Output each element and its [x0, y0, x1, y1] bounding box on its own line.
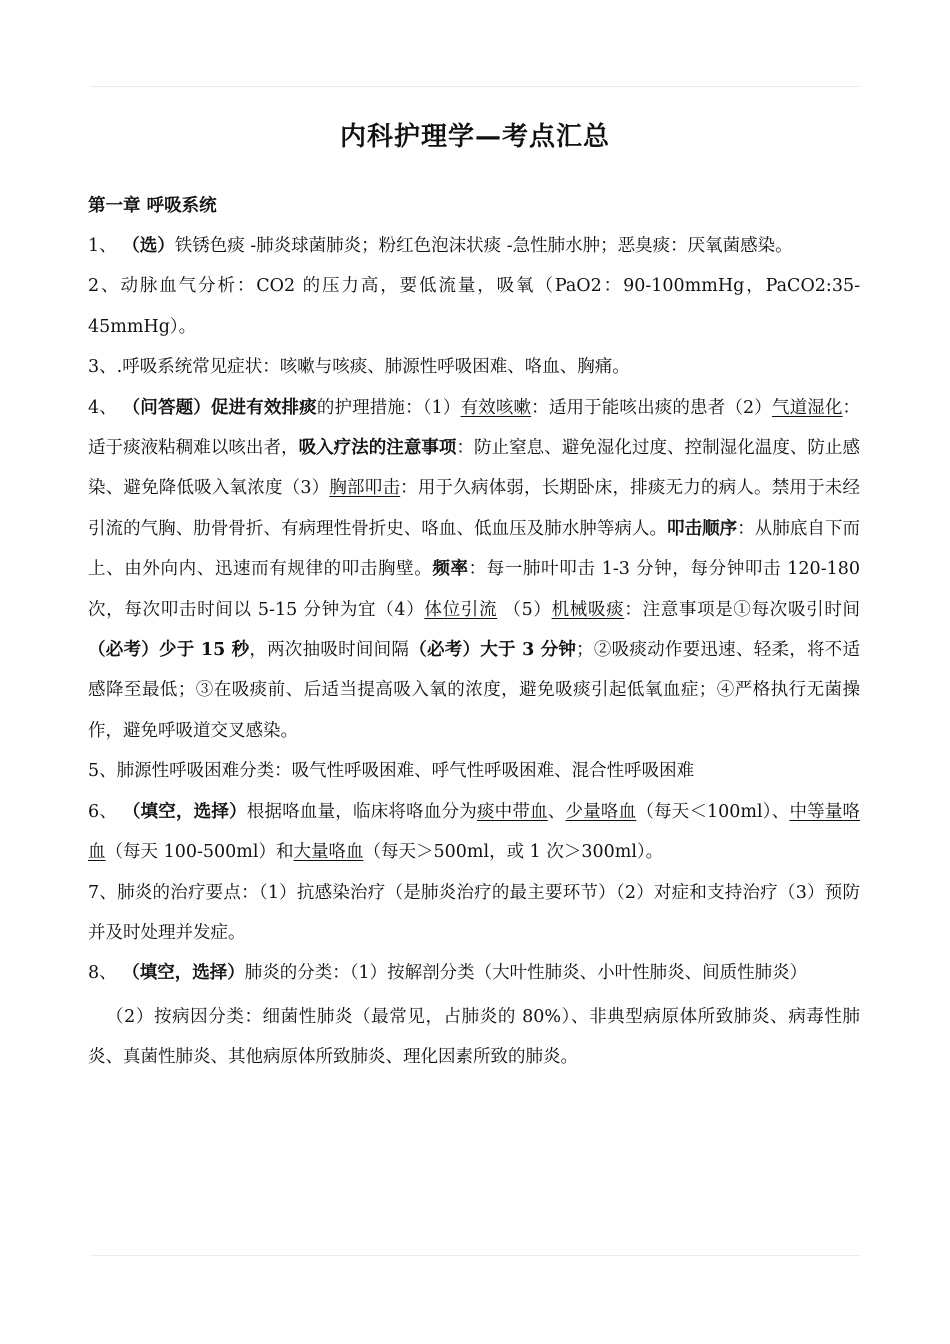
text-run: ：用于久病体弱，长期卧床，排痰无力的病人。禁用于未经引流的气胸、肋骨骨折、有病理性骨折史、咯血、低血压及肺水肿等病人。 — [88, 478, 860, 539]
text-run: 8、 — [88, 963, 123, 984]
bold-text: 频率 — [432, 559, 469, 580]
text-run: ：适于痰液粘稠难以咳出者， — [88, 397, 861, 459]
item-8-continuation: （2）按病因分类：细菌性肺炎（最常见，占肺炎的 80%）、非典型病原体所致肺炎、病毒性肺炎、真菌性肺炎、其他病原体所致肺炎、理化因素所致的肺炎。 — [88, 1006, 860, 1068]
item-list — [88, 226, 860, 994]
text-run: 5、肺源性呼吸困难分类：吸气性呼吸困难、呼气性呼吸困难、混合性呼吸困难 — [88, 761, 695, 782]
text-run: 3、.呼吸系统常见症状：咳嗽与咳痰、肺源性呼吸困难、咯血、胸痛。 — [88, 357, 630, 378]
chapter-heading: 第一章 呼吸系统 — [88, 196, 217, 216]
page-title: 内科护理学—考点汇总 — [339, 122, 610, 152]
item-1 — [88, 226, 860, 266]
bold-text: （填空，选择） — [122, 963, 245, 984]
text-run: （5） — [497, 599, 552, 620]
underlined-term: 机械吸痰 — [551, 599, 625, 620]
bold-text: （填空，选择） — [122, 801, 247, 822]
underlined-term: 中等量咯血 — [88, 801, 861, 863]
text-run: （每天 100-500ml）和 — [105, 842, 294, 863]
text-run: 根据咯血量，临床将咯血分为 — [246, 801, 477, 822]
top-divider — [90, 86, 860, 87]
bold-text: （问答题）促进有效排痰 — [122, 397, 317, 418]
item-6 — [88, 792, 860, 873]
item-2 — [88, 266, 860, 347]
underlined-term: 痰中带血 — [476, 801, 548, 822]
underlined-term: 胸部叩击 — [329, 478, 401, 499]
text-run: 7、肺炎的治疗要点：（1）抗感染治疗（是肺炎治疗的最主要环节）（2）对症和支持治疗（3）预防并及时处理并发症。 — [88, 882, 860, 943]
item-7 — [88, 873, 860, 954]
item-4 — [88, 388, 860, 752]
bold-text: （必考）少于 15 秒 — [88, 640, 250, 661]
text-run: 铁锈色痰 -肺炎球菌肺炎；粉红色泡沫状痰 -急性肺水肿；恶臭痰：厌氧菌感染。 — [174, 236, 793, 256]
text-run: 的护理措施：（1） — [316, 397, 461, 418]
text-run: ：从肺底自下而上、由外向内、迅速而有规律的叩击胸壁。 — [88, 518, 861, 580]
item-8 — [88, 953, 860, 993]
bold-text: （选） — [122, 236, 175, 256]
underlined-term: 体位引流 — [424, 599, 498, 620]
underlined-term: 少量咯血 — [565, 801, 637, 822]
text-run: 4、 — [88, 397, 123, 418]
text-run: ：注意事项是①每次吸引时间 — [624, 599, 861, 620]
text-run: 1、 — [88, 236, 123, 256]
document-body — [88, 186, 860, 1078]
text-run: 肺炎的分类：（1）按解剖分类（大叶性肺炎、小叶性肺炎、间质性肺炎） — [244, 963, 808, 984]
text-run: ：每一肺叶叩击 1-3 分钟，每分钟叩击 120-180 次，每次叩击时间以 5-15 分钟为宜（4） — [88, 559, 861, 620]
underlined-term: 有效咳嗽 — [460, 397, 532, 418]
text-run: ：防止窒息、避免湿化过度、控制湿化温度、防止感染、避免降低吸入氧浓度（3） — [88, 438, 861, 499]
text-run: ，两次抽吸时间间隔 — [249, 640, 410, 661]
text-run: 2、动脉血气分析：CO2 的压力高，要低流量，吸氧（PaO2：90-100mmHg，PaCO2:35-45mmHg）。 — [88, 276, 860, 337]
text-run: （每天＜100ml）、 — [636, 801, 790, 822]
text-run: ；②吸痰动作要迅速、轻柔，将不适感降至最低；③在吸痰前、后适当提高吸入氧的浓度，避免吸痰引起低氧血症；④严格执行无菌操作，避免呼吸道交叉感染。 — [88, 640, 860, 741]
item-5 — [88, 751, 860, 791]
bottom-divider — [90, 1255, 860, 1256]
text-run: ：适用于能咳出痰的患者（2） — [531, 397, 772, 418]
underlined-term: 气道湿化 — [771, 397, 843, 418]
text-run: （每天＞500ml，或 1 次＞300ml）。 — [363, 842, 664, 863]
text-run: 6、 — [88, 801, 123, 822]
item-3 — [88, 347, 860, 387]
text-run: 、 — [547, 801, 566, 822]
bold-text: 叩击顺序 — [667, 518, 738, 539]
underlined-term: 大量咯血 — [293, 842, 364, 863]
bold-text: （必考）大于 3 分钟 — [409, 640, 577, 661]
bold-text: 吸入疗法的注意事项 — [298, 438, 457, 459]
